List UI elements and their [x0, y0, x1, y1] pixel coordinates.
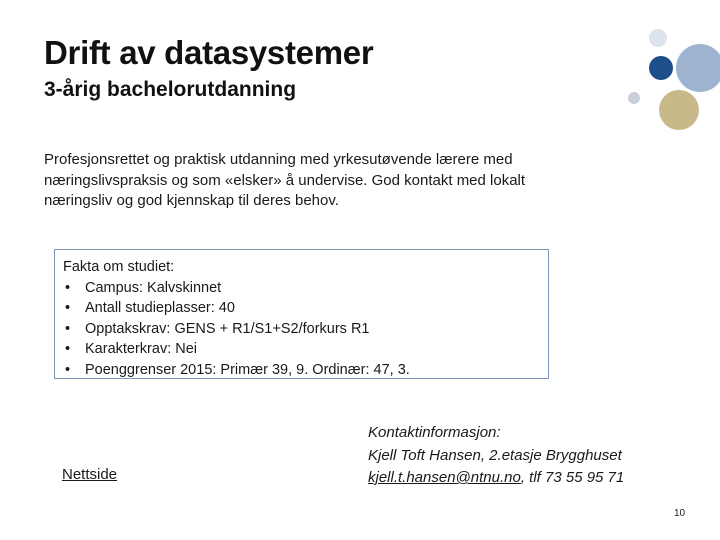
- page-number: 10: [674, 508, 686, 519]
- nettside-link[interactable]: Nettside: [62, 466, 118, 483]
- contact-phone: , tlf 73 55 95 71: [520, 469, 625, 486]
- fact-campus: • Campus: Kalvskinnet: [63, 278, 540, 299]
- contact-email-link[interactable]: kjell.t.hansen@ntnu.no: [368, 469, 521, 486]
- facts-list: [63, 278, 540, 381]
- fact-grade-requirements: • Karakterkrav: Nei: [63, 339, 540, 360]
- fact-point-limits: • Poenggrenser 2015: Primær 39, 9. Ordinær: 47, 3.: [63, 360, 540, 381]
- contact-person: Kjell Toft Hansen, 2.etasje Brygghuset: [368, 446, 622, 464]
- decor-circle-pale-top: [649, 29, 667, 47]
- intro-paragraph: Profesjonsrettet og praktisk utdanning med yrkesutøvende lærere med næringslivspraksis og som «elsker» å undervise. God kontakt med lokalt næringsliv og god kjennskap til deres behov.: [44, 151, 526, 209]
- slide-subtitle: 3-årig bachelorutdanning: [44, 78, 297, 101]
- decor-circle-dark-blue: [649, 56, 673, 80]
- facts-heading: Fakta om studiet:: [63, 259, 175, 275]
- decor-circle-small-gray: [628, 92, 640, 104]
- contact-email-line: [368, 467, 624, 490]
- fact-study-places: • Antall studieplasser: 40: [63, 298, 540, 319]
- fact-admission-requirements: • Opptakskrav: GENS + R1/S1+S2/forkurs R1: [63, 319, 540, 340]
- slide-title: Drift av datasystemer: [44, 34, 374, 71]
- contact-heading: Kontaktinformasjon:: [368, 424, 501, 441]
- facts-box: [54, 249, 549, 379]
- decor-circle-gold: [659, 90, 699, 130]
- contact-info: [368, 422, 624, 490]
- decor-circle-light-large: [676, 44, 720, 92]
